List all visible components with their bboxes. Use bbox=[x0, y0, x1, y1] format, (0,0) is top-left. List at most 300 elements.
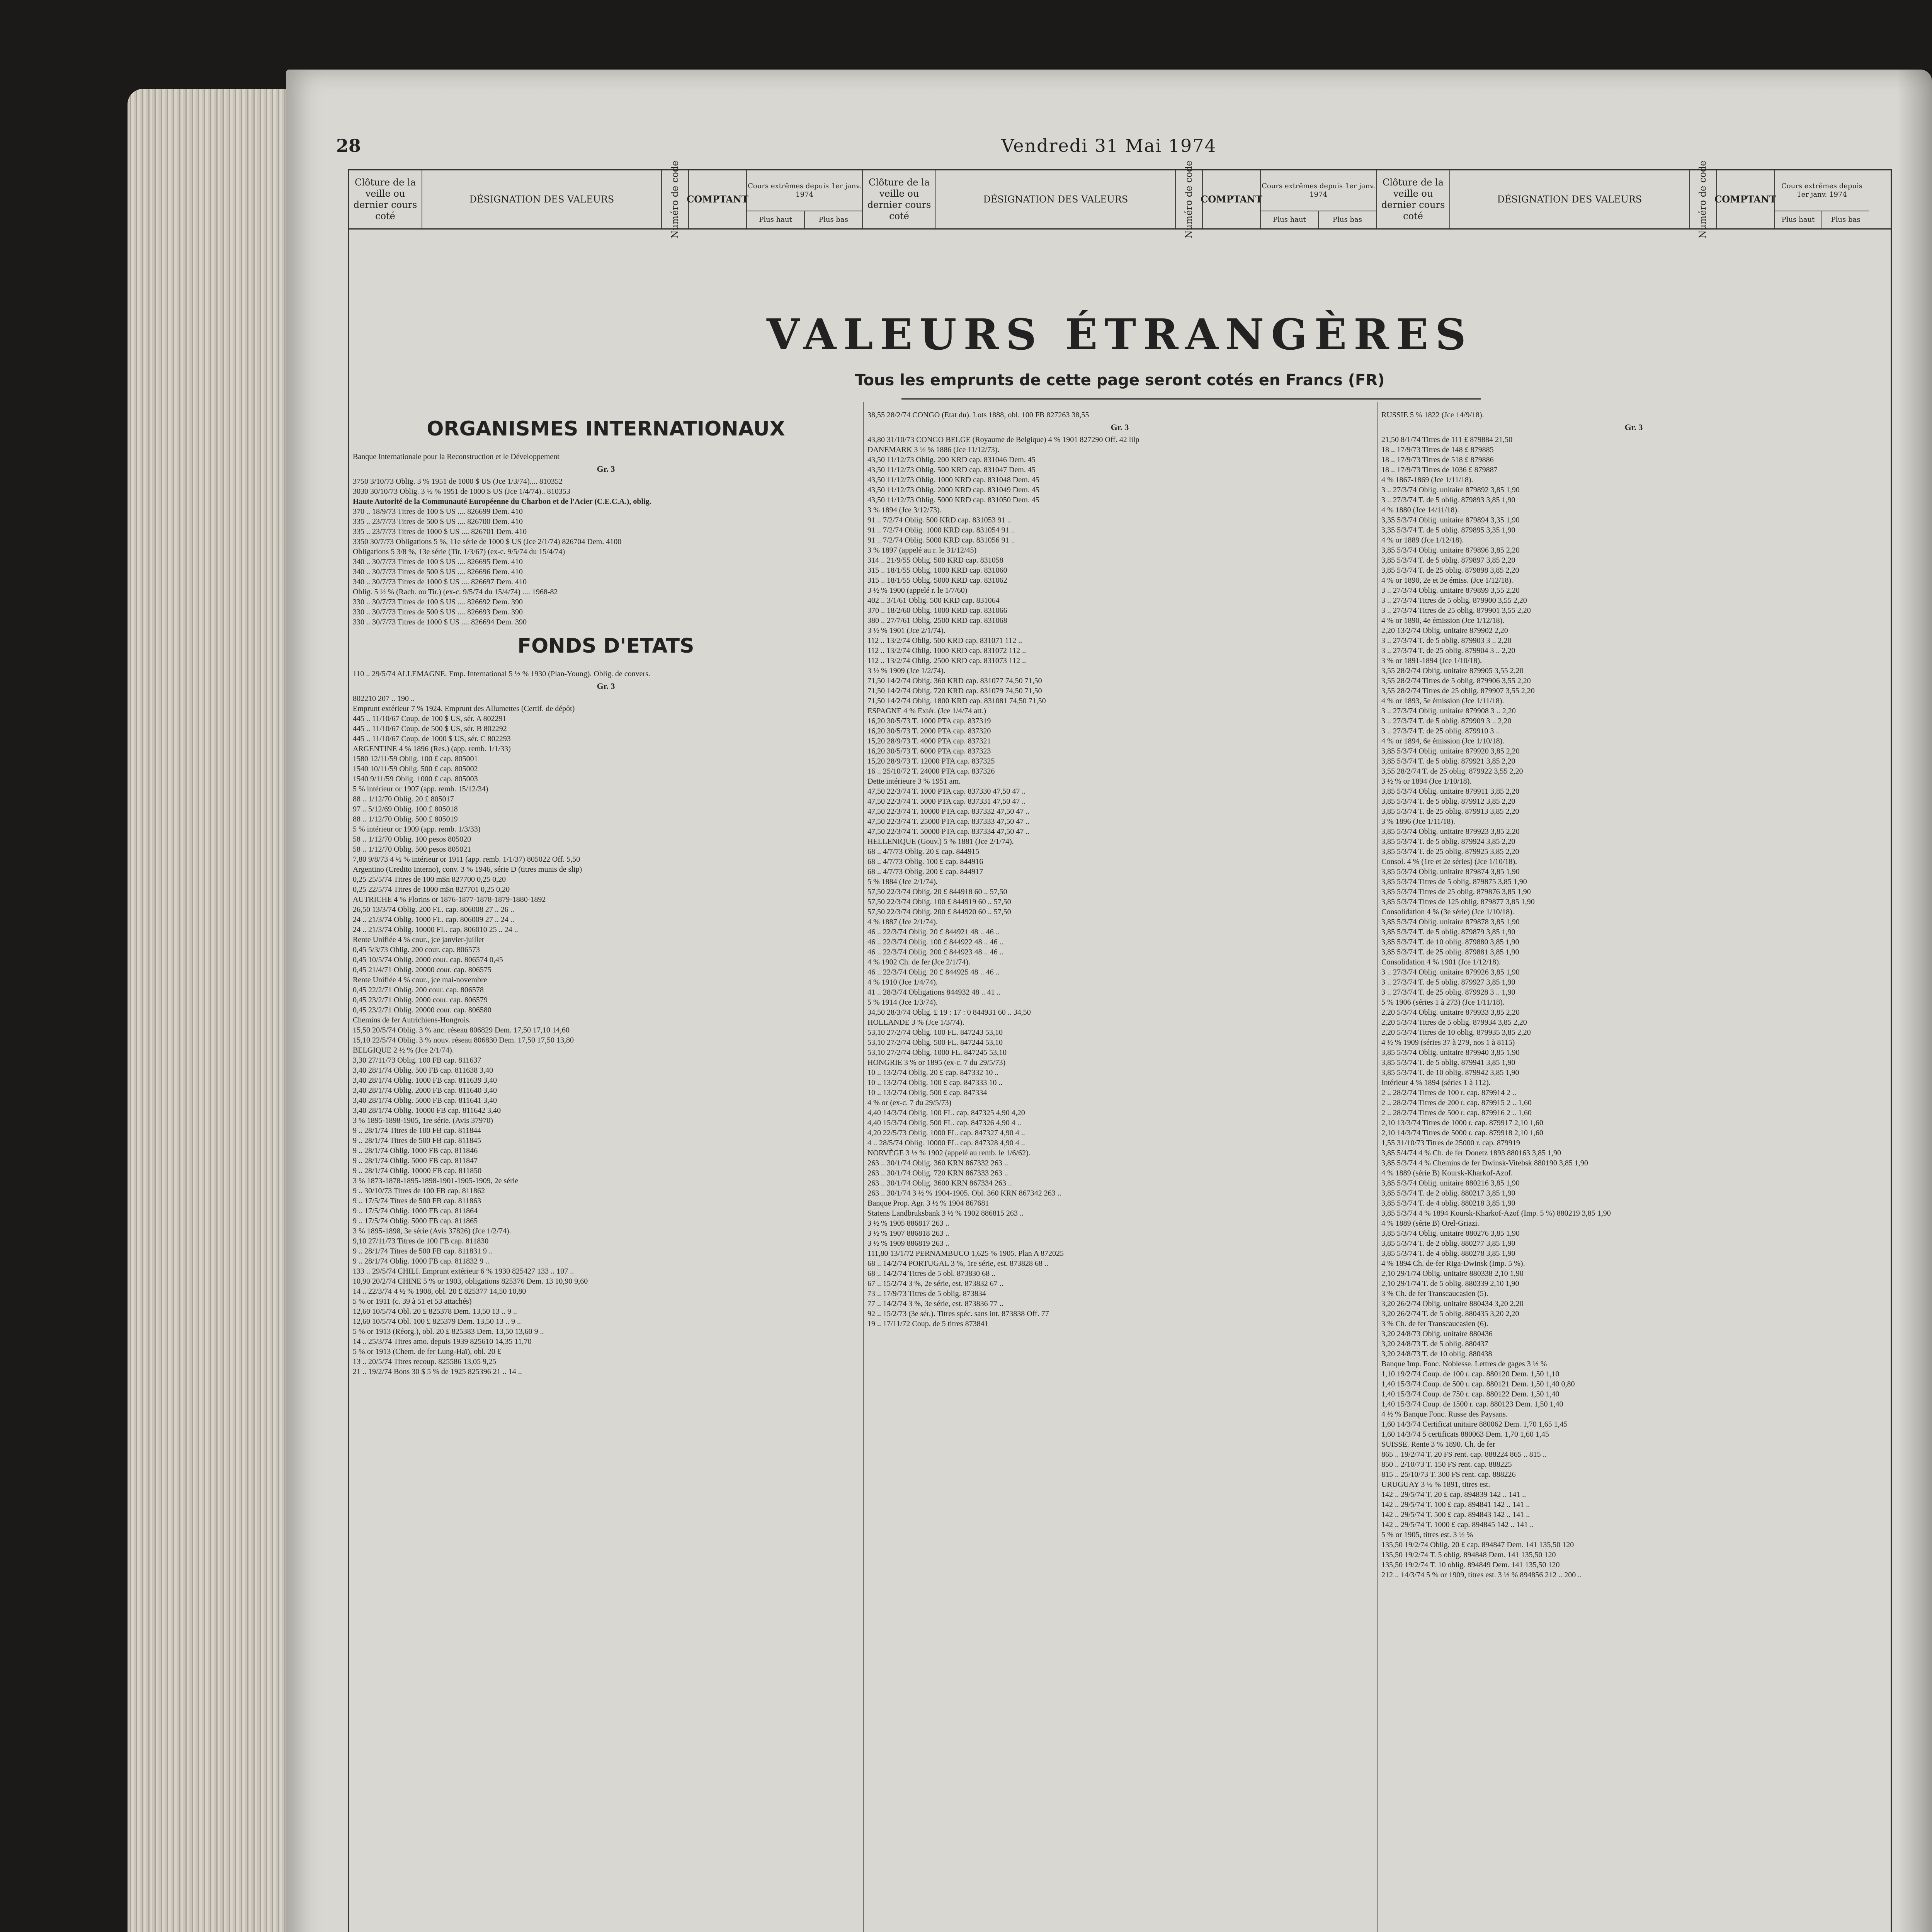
quote-row: 3 ½ % 1900 (appelé r. le 1/7/60) bbox=[867, 586, 968, 595]
quote-row: 3 ½ % or 1894 (Jce 1/10/18). bbox=[1381, 777, 1472, 786]
quote-row: Consolidation 4 % (3e série) (Jce 1/10/18). bbox=[1381, 908, 1514, 916]
header-cloture: Clôture de la veille ou dernier cours coté bbox=[349, 170, 422, 228]
quote-row: 47,50 22/3/74 T. 25000 PTA cap. 837333 47,50 47 .. bbox=[867, 817, 1030, 826]
quote-row: 58 .. 1/12/70 Oblig. 100 pesos 805020 bbox=[353, 835, 471, 844]
quote-row: 47,50 22/3/74 T. 50000 PTA cap. 837334 47,50 47 .. bbox=[867, 827, 1030, 836]
quote-row: Chemins de fer Autrichiens-Hongrois. bbox=[353, 1016, 471, 1024]
quote-row: 3 .. 27/3/74 T. de 5 oblig. 879927 3,85 1,90 bbox=[1381, 978, 1515, 986]
quote-row: 3,35 5/3/74 T. de 5 oblig. 879895 3,35 1,90 bbox=[1381, 526, 1515, 534]
header-plus-bas: Plus bas bbox=[804, 211, 862, 228]
quote-row: 3,85 5/3/74 Oblig. unitaire 879940 3,85 1,90 bbox=[1381, 1048, 1520, 1057]
quote-row: 15,20 28/9/73 T. 4000 PTA cap. 837321 bbox=[867, 737, 991, 745]
quote-row: 4,20 22/5/73 Oblig. 1000 FL. cap. 847327 4,90 4 .. bbox=[867, 1129, 1025, 1137]
quote-row: 3,85 5/3/74 T. de 2 oblig. 880277 3,85 1,90 bbox=[1381, 1239, 1515, 1248]
quote-row: 3 % 1897 (appelé au r. le 31/12/45) bbox=[867, 546, 977, 554]
quote-row: 3 % 1894 (Jce 3/12/73). bbox=[867, 506, 942, 514]
quote-row: 335 .. 23/7/73 Titres de 1000 $ US .... 826701 Dem. 410 bbox=[353, 527, 527, 536]
quote-row: 68 .. 14/2/74 Titres de 5 obl. 873830 68 .. bbox=[867, 1269, 996, 1278]
newspaper-page bbox=[286, 70, 1932, 1932]
quote-row: 330 .. 30/7/73 Titres de 1000 $ US .... 826694 Dem. 390 bbox=[353, 618, 527, 626]
quote-row: 263 .. 30/1/74 Oblig. 3600 KRN 867334 263 .. bbox=[867, 1179, 1012, 1187]
quote-row: 3,85 5/3/74 T. de 4 oblig. 880218 3,85 1,90 bbox=[1381, 1199, 1515, 1208]
quote-row: 9 .. 17/5/74 Titres de 500 FB cap. 811863 bbox=[353, 1197, 481, 1205]
quote-row: 57,50 22/3/74 Oblig. 100 £ 844919 60 .. 57,50 bbox=[867, 898, 1011, 906]
quote-row: 18 .. 17/9/73 Titres de 1036 £ 879887 bbox=[1381, 466, 1498, 474]
quote-row: 3,85 5/3/74 T. de 5 oblig. 879879 3,85 1,90 bbox=[1381, 928, 1515, 936]
quote-row: 340 .. 30/7/73 Titres de 1000 $ US .... 826697 Dem. 410 bbox=[353, 578, 527, 586]
quote-row: 9 .. 28/1/74 Titres de 500 FB cap. 811845 bbox=[353, 1136, 481, 1145]
quote-row: 3,85 5/3/74 Titres de 5 oblig. 879875 3,85 1,90 bbox=[1381, 878, 1527, 886]
quote-row: 68 .. 14/2/74 PORTUGAL 3 %, 1re série, est. 873828 68 .. bbox=[867, 1259, 1049, 1268]
quote-row: 3 ½ % 1909 (Jce 1/2/74). bbox=[867, 667, 946, 675]
quote-row: 135,50 19/2/74 T. 10 oblig. 894849 Dem. 141 135,50 120 bbox=[1381, 1561, 1560, 1569]
column-divider bbox=[863, 402, 864, 1932]
quote-row: 43,50 11/12/73 Oblig. 500 KRD cap. 831047 Dem. 45 bbox=[867, 466, 1036, 474]
quote-row: 12,60 10/5/74 Obl. 20 £ 825378 Dem. 13,50 13 .. 9 .. bbox=[353, 1307, 517, 1316]
quote-row: 3,40 28/1/74 Oblig. 5000 FB cap. 811641 3,40 bbox=[353, 1096, 497, 1105]
quote-row: 110 .. 29/5/74 ALLEMAGNE. Emp. International 5 ½ % 1930 (Plan-Young). Oblig. de convers. bbox=[353, 670, 650, 678]
quote-row: 0,45 21/4/71 Oblig. 20000 cour. cap. 806575 bbox=[353, 966, 492, 974]
quote-row: Emprunt extérieur 7 % 1924. Emprunt des Allumettes (Certif. de dépôt) bbox=[353, 704, 575, 713]
quote-row: 58 .. 1/12/70 Oblig. 500 pesos 805021 bbox=[353, 845, 471, 854]
quote-row: 4 ½ % 1909 (séries 37 à 279, nos 1 à 8115) bbox=[1381, 1038, 1515, 1047]
quote-row: 802210 207 .. 190 .. bbox=[353, 694, 415, 703]
quote-row: Dette intérieure 3 % 1951 am. bbox=[867, 777, 961, 786]
quote-row: 15,10 22/5/74 Oblig. 3 % nouv. réseau 806830 Dem. 17,50 17,50 13,80 bbox=[353, 1036, 574, 1044]
quote-row: 3,85 5/3/74 T. de 5 oblig. 879921 3,85 2,20 bbox=[1381, 757, 1515, 765]
quote-row: 3 .. 27/3/74 T. de 5 oblig. 879893 3,85 1,90 bbox=[1381, 496, 1515, 504]
quote-row: 4,40 15/3/74 Oblig. 500 FL. cap. 847326 4,90 4 .. bbox=[867, 1119, 1021, 1127]
quote-row: 142 .. 29/5/74 T. 100 £ cap. 894841 142 .. 141 .. bbox=[1381, 1500, 1530, 1509]
quote-row: 5 % or 1913 (Chem. de fer Lung-Haï), obl. 20 £ bbox=[353, 1347, 501, 1356]
quote-row: Statens Landbruksbank 3 ½ % 1902 886815 263 .. bbox=[867, 1209, 1024, 1218]
subtitle-rule bbox=[901, 398, 1481, 400]
header-cours-extremes-label: Cours extrêmes depuis 1er janv. 1974 bbox=[747, 170, 862, 211]
quote-row: 53,10 27/2/74 Oblig. 1000 FL. 847245 53,10 bbox=[867, 1048, 1007, 1057]
quote-row: Oblig. 5 ½ % (Rach. ou Tir.) (ex-c. 9/5/74 du 15/4/74) .... 1968-82 bbox=[353, 588, 558, 596]
quote-row: 1,60 14/3/74 Certificat unitaire 880062 Dem. 1,70 1,65 1,45 bbox=[1381, 1420, 1568, 1429]
page-subtitle: Tous les emprunts de cette page seront cotés en Francs (FR) bbox=[855, 371, 1385, 389]
quote-row: 16,20 30/5/73 T. 1000 PTA cap. 837319 bbox=[867, 717, 991, 725]
group-label: Gr. 3 bbox=[1624, 422, 1643, 432]
quote-row: 3 .. 27/3/74 T. de 25 oblig. 879910 3 .. bbox=[1381, 727, 1500, 735]
quote-row: 3,55 28/2/74 Titres de 25 oblig. 879907 3,55 2,20 bbox=[1381, 687, 1535, 695]
quote-row: 5 % or 1911 (c. 39 à 51 et 53 attachés) bbox=[353, 1297, 472, 1306]
quote-row: 41 .. 28/3/74 Obligations 844932 48 .. 41 .. bbox=[867, 988, 1001, 997]
quote-row: 1,40 15/3/74 Coup. de 1500 r. cap. 880123 Dem. 1,50 1,40 bbox=[1381, 1400, 1563, 1408]
quote-row: 38,55 28/2/74 CONGO (Etat du). Lots 1888, obl. 100 FB 827263 38,55 bbox=[867, 411, 1089, 419]
quote-row: 4 % or (ex-c. 7 du 29/5/73) bbox=[867, 1099, 952, 1107]
quote-row: URUGUAY 3 ½ % 1891, titres est. bbox=[1381, 1480, 1490, 1489]
quote-row: 402 .. 3/1/61 Oblig. 500 KRD cap. 831064 bbox=[867, 596, 1000, 605]
quote-row: 135,50 19/2/74 Oblig. 20 £ cap. 894847 Dem. 141 135,50 120 bbox=[1381, 1541, 1574, 1549]
quote-row: HELLENIQUE (Gouv.) 5 % 1881 (Jce 2/1/74). bbox=[867, 837, 1014, 846]
quote-row: 3 .. 27/3/74 Titres de 5 oblig. 879900 3,55 2,20 bbox=[1381, 596, 1527, 605]
quote-row: 4 % 1880 (Jce 14/11/18). bbox=[1381, 506, 1459, 514]
quote-row: 135,50 19/2/74 T. 5 oblig. 894848 Dem. 141 135,50 120 bbox=[1381, 1551, 1556, 1559]
quote-row: 4 % or 1890, 2e et 3e émiss. (Jce 1/12/18). bbox=[1381, 576, 1514, 585]
quote-row: 3,85 5/3/74 Oblig. unitaire 880276 3,85 1,90 bbox=[1381, 1229, 1520, 1238]
quote-row: 3,30 27/11/73 Oblig. 100 FB cap. 811637 bbox=[353, 1056, 481, 1065]
header-designation: DÉSIGNATION DES VALEURS bbox=[936, 170, 1176, 228]
quote-row: 2,10 29/1/74 T. de 5 oblig. 880339 2,10 1,90 bbox=[1381, 1279, 1519, 1288]
header-comptant: COMPTANT bbox=[689, 170, 747, 228]
quote-row: 14 .. 22/3/74 4 ½ % 1908, obl. 20 £ 825377 14,50 10,80 bbox=[353, 1287, 526, 1296]
header-numero-text: Numéro de code bbox=[1697, 160, 1708, 238]
quote-row: 15,20 28/9/73 T. 12000 PTA cap. 837325 bbox=[867, 757, 995, 765]
quote-row: 46 .. 22/3/74 Oblig. 200 £ 844923 48 .. 46 .. bbox=[867, 948, 1003, 956]
quote-row: 3,55 28/2/74 Oblig. unitaire 879905 3,55 2,20 bbox=[1381, 667, 1524, 675]
quote-row: 0,25 22/5/74 Titres de 1000 m$n 827701 0,25 0,20 bbox=[353, 885, 510, 894]
quote-row: 112 .. 13/2/74 Oblig. 2500 KRD cap. 831073 112 .. bbox=[867, 656, 1026, 665]
header-cours-extremes bbox=[1775, 170, 1869, 228]
quote-row: 2,20 5/3/74 Titres de 5 oblig. 879934 3,85 2,20 bbox=[1381, 1018, 1527, 1027]
header-numero-text: Numéro de code bbox=[669, 160, 680, 238]
group-label: Gr. 3 bbox=[1111, 422, 1129, 432]
quote-row: Banque Prop. Agr. 3 ½ % 1904 867681 bbox=[867, 1199, 989, 1208]
section-heading: ORGANISMES INTERNATIONAUX bbox=[427, 417, 785, 440]
quote-row: 3,85 5/3/74 Oblig. unitaire 879911 3,85 2,20 bbox=[1381, 787, 1520, 796]
quote-row: 3,85 5/3/74 T. de 25 oblig. 879913 3,85 2,20 bbox=[1381, 807, 1519, 816]
quote-row: 43,50 11/12/73 Oblig. 2000 KRD cap. 831049 Dem. 45 bbox=[867, 486, 1039, 494]
quote-row: 340 .. 30/7/73 Titres de 100 $ US .... 826695 Dem. 410 bbox=[353, 558, 523, 566]
quote-row: 4 % 1887 (Jce 2/1/74). bbox=[867, 918, 938, 926]
quote-row: 3,55 28/2/74 Titres de 5 oblig. 879906 3,55 2,20 bbox=[1381, 677, 1531, 685]
quote-row: Argentino (Credito Interno), conv. 3 % 1946, série D (titres munis de slip) bbox=[353, 865, 582, 874]
quote-row: 9 .. 17/5/74 Oblig. 5000 FB cap. 811865 bbox=[353, 1217, 478, 1225]
quote-row: 9 .. 28/1/74 Oblig. 10000 FB cap. 811850 bbox=[353, 1167, 482, 1175]
quote-row: 335 .. 23/7/73 Titres de 500 $ US .... 826700 Dem. 410 bbox=[353, 517, 523, 526]
header-cloture: Clôture de la veille ou dernier cours coté bbox=[863, 170, 936, 228]
quote-row: 3 ½ % 1901 (Jce 2/1/74). bbox=[867, 626, 946, 635]
quote-row: 5 % or 1913 (Réorg.), obl. 20 £ 825383 Dem. 13,50 13,60 9 .. bbox=[353, 1327, 544, 1336]
quote-row: 263 .. 30/1/74 3 ½ % 1904-1905. Obl. 360 KRN 867342 263 .. bbox=[867, 1189, 1061, 1197]
quote-row: 4 % 1894 Ch. de-fer Riga-Dwinsk (Imp. 5 %). bbox=[1381, 1259, 1525, 1268]
page-title: VALEURS ÉTRANGÈRES bbox=[767, 310, 1473, 359]
quote-row: Intérieur 4 % 1894 (séries 1 à 112). bbox=[1381, 1078, 1491, 1087]
quote-row: Consol. 4 % (1re et 2e séries) (Jce 1/10/18). bbox=[1381, 857, 1517, 866]
quote-row: 1,55 31/10/73 Titres de 25000 r. cap. 879919 bbox=[1381, 1139, 1520, 1147]
quote-row: 3,20 26/2/74 T. de 5 oblig. 880435 3,20 2,20 bbox=[1381, 1310, 1519, 1318]
quote-row: 4 % or 1894, 6e émission (Jce 1/10/18). bbox=[1381, 737, 1505, 745]
quote-row: 5 % intérieur or 1909 (app. remb. 1/3/33) bbox=[353, 825, 481, 833]
quote-row: 0,45 23/2/71 Oblig. 20000 cour. cap. 806580 bbox=[353, 1006, 492, 1014]
quote-row: 57,50 22/3/74 Oblig. 200 £ 844920 60 .. 57,50 bbox=[867, 908, 1011, 916]
quote-row: 67 .. 15/2/74 3 %, 2e série, est. 873832 67 .. bbox=[867, 1279, 1003, 1288]
quote-row: DANEMARK 3 ½ % 1886 (Jce 11/12/73). bbox=[867, 446, 1000, 454]
quote-row: Banque Internationale pour la Reconstruction et le Développement bbox=[353, 452, 560, 461]
quote-row: 1,40 15/3/74 Coup. de 750 r. cap. 880122 Dem. 1,50 1,40 bbox=[1381, 1390, 1560, 1398]
quote-row: 4 % or 1893, 5e émission (Jce 1/11/18). bbox=[1381, 697, 1504, 705]
quote-row: 71,50 14/2/74 Oblig. 1800 KRD cap. 831081 74,50 71,50 bbox=[867, 697, 1046, 705]
header-numero bbox=[1176, 160, 1203, 238]
quote-row: 3,85 5/3/74 4 % 1894 Koursk-Kharkof-Azof (Imp. 5 %) 880219 3,85 1,90 bbox=[1381, 1209, 1611, 1218]
quote-row: 2 .. 28/2/74 Titres de 200 r. cap. 879915 2 .. 1,60 bbox=[1381, 1099, 1532, 1107]
quote-row: 0,45 23/2/71 Oblig. 2000 cour. cap. 806579 bbox=[353, 996, 488, 1004]
header-comptant: COMPTANT bbox=[1203, 170, 1261, 228]
quote-row: 47,50 22/3/74 T. 10000 PTA cap. 837332 47,50 47 .. bbox=[867, 807, 1030, 816]
page-shade bbox=[1897, 70, 1932, 1932]
quote-row: 7,80 9/8/73 4 ½ % intérieur or 1911 (app. remb. 1/1/37) 805022 Off. 5,50 bbox=[353, 855, 580, 864]
quote-row: 380 .. 27/7/61 Oblig. 2500 KRD cap. 831068 bbox=[867, 616, 1007, 625]
quote-row: 43,50 11/12/73 Oblig. 5000 KRD cap. 831050 Dem. 45 bbox=[867, 496, 1039, 504]
quote-row: 5 % intérieur or 1907 (app. remb. 15/12/34) bbox=[353, 785, 488, 793]
quote-row: 2 .. 28/2/74 Titres de 100 r. cap. 879914 2 .. bbox=[1381, 1088, 1516, 1097]
quote-row: 3 % 1896 (Jce 1/11/18). bbox=[1381, 817, 1455, 826]
quote-row: 3 .. 27/3/74 Oblig. unitaire 879899 3,55 2,20 bbox=[1381, 586, 1520, 595]
quote-row: 3,85 5/3/74 Titres de 25 oblig. 879876 3,85 1,90 bbox=[1381, 888, 1531, 896]
quote-row: 112 .. 13/2/74 Oblig. 1000 KRD cap. 831072 112 .. bbox=[867, 646, 1026, 655]
quote-row: 3 .. 27/3/74 Oblig. unitaire 879926 3,85 1,90 bbox=[1381, 968, 1520, 976]
quote-row: 315 .. 18/1/55 Oblig. 5000 KRD cap. 831062 bbox=[867, 576, 1007, 585]
quote-row: 3,85 5/3/74 T. de 2 oblig. 880217 3,85 1,90 bbox=[1381, 1189, 1515, 1197]
quote-row: 3 .. 27/3/74 T. de 5 oblig. 879903 3 .. 2,20 bbox=[1381, 636, 1512, 645]
quote-row: 340 .. 30/7/73 Titres de 500 $ US .... 826696 Dem. 410 bbox=[353, 568, 523, 576]
quote-row: 3030 30/10/73 Oblig. 3 ½ % 1951 de 1000 $ US (Jce 1/4/74).. 810353 bbox=[353, 487, 570, 496]
quote-row: 10 .. 13/2/74 Oblig. 500 £ cap. 847334 bbox=[867, 1088, 987, 1097]
quote-row: 13 .. 20/5/74 Titres recoup. 825586 13,05 9,25 bbox=[353, 1357, 497, 1366]
quote-row: 91 .. 7/2/74 Oblig. 1000 KRD cap. 831054 91 .. bbox=[867, 526, 1015, 534]
quote-row: 133 .. 29/5/74 CHILI. Emprunt extérieur 6 % 1930 825427 133 .. 107 .. bbox=[353, 1267, 574, 1276]
quote-row: 3,85 5/3/74 Oblig. unitaire 879878 3,85 1,90 bbox=[1381, 918, 1520, 926]
quote-row: 3 % or 1891-1894 (Jce 1/10/18). bbox=[1381, 656, 1482, 665]
quote-row: 3,85 5/3/74 Oblig. unitaire 879923 3,85 2,20 bbox=[1381, 827, 1520, 836]
quote-row: Rente Unifiée 4 % cour., jce mai-novembre bbox=[353, 976, 487, 984]
quote-row: 92 .. 15/2/73 (3e sér.). Titres spéc. sans int. 873838 Off. 77 bbox=[867, 1310, 1049, 1318]
quote-row: 4 % 1889 (série B) Koursk-Kharkof-Azof. bbox=[1381, 1169, 1513, 1177]
quote-row: 815 .. 25/10/73 T. 300 FS rent. cap. 888226 bbox=[1381, 1470, 1516, 1479]
quote-row: 21 .. 19/2/74 Bons 30 $ 5 % de 1925 825396 21 .. 14 .. bbox=[353, 1367, 522, 1376]
quote-row: 3 % 1873-1878-1895-1898-1901-1905-1909, 2e série bbox=[353, 1177, 519, 1185]
quote-row: Consolidation 4 % 1901 (Jce 1/12/18). bbox=[1381, 958, 1501, 966]
quote-row: 445 .. 11/10/67 Coup. de 100 $ US, sér. A 802291 bbox=[353, 714, 507, 723]
quote-row: 314 .. 21/9/55 Oblig. 500 KRD cap. 831058 bbox=[867, 556, 1003, 565]
quote-row: 5 % 1906 (séries 1 à 273) (Jce 1/11/18). bbox=[1381, 998, 1505, 1007]
quote-row: 9 .. 28/1/74 Oblig. 5000 FB cap. 811847 bbox=[353, 1156, 478, 1165]
quote-row: 3 .. 27/3/74 T. de 25 oblig. 879904 3 .. 2,20 bbox=[1381, 646, 1515, 655]
quote-row: 91 .. 7/2/74 Oblig. 500 KRD cap. 831053 91 .. bbox=[867, 516, 1011, 524]
quote-row: 3,35 5/3/74 Oblig. unitaire 879894 3,35 1,90 bbox=[1381, 516, 1520, 524]
header-numero-text: Numéro de code bbox=[1183, 160, 1194, 238]
quote-row: 2,20 13/2/74 Oblig. unitaire 879902 2,20 bbox=[1381, 626, 1508, 635]
quotation-table bbox=[348, 160, 1892, 1932]
quote-row: 73 .. 17/9/73 Titres de 5 oblig. 873834 bbox=[867, 1289, 986, 1298]
quote-row: AUTRICHE 4 % Florins or 1876-1877-1878-1879-1880-1892 bbox=[353, 895, 546, 904]
quote-row: 57,50 22/3/74 Oblig. 20 £ 844918 60 .. 57,50 bbox=[867, 888, 1007, 896]
quote-row: 315 .. 18/1/55 Oblig. 1000 KRD cap. 831060 bbox=[867, 566, 1007, 575]
quote-row: 71,50 14/2/74 Oblig. 360 KRD cap. 831077 74,50 71,50 bbox=[867, 677, 1042, 685]
quote-row: 4 % or 1889 (Jce 1/12/18). bbox=[1381, 536, 1464, 544]
header-cours-extremes-label: Cours extrêmes depuis 1er janv. 1974 bbox=[1775, 170, 1869, 211]
quote-row: HOLLANDE 3 % (Jce 1/3/74). bbox=[867, 1018, 964, 1027]
quote-row: 3,85 5/3/74 Oblig. unitaire 879874 3,85 1,90 bbox=[1381, 867, 1520, 876]
quote-row: 4 ½ % Banque Fonc. Russe des Paysans. bbox=[1381, 1410, 1508, 1418]
quote-row: 5 % 1914 (Jce 1/3/74). bbox=[867, 998, 938, 1007]
quote-row: 46 .. 22/3/74 Oblig. 20 £ 844925 48 .. 46 .. bbox=[867, 968, 1000, 976]
quote-row: 3,85 5/4/74 4 % Ch. de fer Donetz 1893 880163 3,85 1,90 bbox=[1381, 1149, 1561, 1157]
quote-row: 3,85 5/3/74 Oblig. unitaire 879896 3,85 2,20 bbox=[1381, 546, 1520, 554]
column-right bbox=[1381, 410, 1886, 1580]
quote-row: 330 .. 30/7/73 Titres de 100 $ US .... 826692 Dem. 390 bbox=[353, 598, 523, 606]
quote-row: 3,40 28/1/74 Oblig. 10000 FB cap. 811642 3,40 bbox=[353, 1106, 501, 1115]
quote-row: 14 .. 25/3/74 Titres amo. depuis 1939 825610 14,35 11,70 bbox=[353, 1337, 532, 1346]
quote-row: 3,85 5/3/74 Oblig. unitaire 879920 3,85 2,20 bbox=[1381, 747, 1520, 755]
quote-row: 3 % 1895-1898, 3e série (Avis 37826) (Jce 1/2/74). bbox=[353, 1227, 511, 1235]
column-left bbox=[353, 410, 859, 1377]
quote-row: RUSSIE 5 % 1822 (Jce 14/9/18). bbox=[1381, 411, 1484, 419]
quote-row: 112 .. 13/2/74 Oblig. 500 KRD cap. 831071 112 .. bbox=[867, 636, 1022, 645]
column-header-row bbox=[349, 160, 1891, 238]
quote-row: BELGIQUE 2 ½ % (Jce 2/1/74). bbox=[353, 1046, 454, 1054]
page-number: 28 bbox=[336, 135, 361, 156]
quote-row: NORVÈGE 3 ½ % 1902 (appelé au remb. le 1/6/62). bbox=[867, 1149, 1031, 1157]
header-numero bbox=[1690, 160, 1717, 238]
quote-row: 3,40 28/1/74 Oblig. 1000 FB cap. 811639 3,40 bbox=[353, 1076, 497, 1085]
quote-row: HONGRIE 3 % or 1895 (ex-c. 7 du 29/5/73) bbox=[867, 1058, 1006, 1067]
quote-row: 53,10 27/2/74 Oblig. 500 FL. 847244 53,10 bbox=[867, 1038, 1003, 1047]
header-numero bbox=[662, 160, 689, 238]
quote-row: 3,40 28/1/74 Oblig. 500 FB cap. 811638 3,40 bbox=[353, 1066, 493, 1075]
quote-row: 1580 12/11/59 Oblig. 100 £ cap. 805001 bbox=[353, 755, 478, 763]
quote-row: 3 .. 27/3/74 Oblig. unitaire 879892 3,85 1,90 bbox=[1381, 486, 1520, 494]
quote-row: 3,85 5/3/74 Oblig. unitaire 880216 3,85 1,90 bbox=[1381, 1179, 1520, 1187]
quote-row: 53,10 27/2/74 Oblig. 100 FL. 847243 53,10 bbox=[867, 1028, 1003, 1037]
quote-row: 3,20 26/2/74 Oblig. unitaire 880434 3,20 2,20 bbox=[1381, 1299, 1524, 1308]
quote-row: 88 .. 1/12/70 Oblig. 500 £ 805019 bbox=[353, 815, 458, 823]
quote-row: 1540 10/11/59 Oblig. 500 £ cap. 805002 bbox=[353, 765, 478, 773]
quote-row: 263 .. 30/1/74 Oblig. 720 KRN 867333 263 .. bbox=[867, 1169, 1008, 1177]
quote-row: 3,85 5/3/74 T. de 5 oblig. 879897 3,85 2,20 bbox=[1381, 556, 1515, 565]
quote-row: 3,85 5/3/74 T. de 25 oblig. 879925 3,85 2,20 bbox=[1381, 847, 1519, 856]
quote-row: 3,85 5/3/74 T. de 4 oblig. 880278 3,85 1,90 bbox=[1381, 1249, 1515, 1258]
quote-row: 10 .. 13/2/74 Oblig. 20 £ cap. 847332 10 .. bbox=[867, 1068, 999, 1077]
quote-row: 3350 30/7/73 Obligations 5 %, 11e série de 1000 $ US (Jce 2/1/74) 826704 Dem. 4100 bbox=[353, 537, 622, 546]
quote-row: 3 % Ch. de fer Transcaucasien (6). bbox=[1381, 1320, 1488, 1328]
quote-row: 445 .. 11/10/67 Coup. de 500 $ US, sér. B 802292 bbox=[353, 724, 507, 733]
quote-row: 3,85 5/3/74 T. de 5 oblig. 879941 3,85 1,90 bbox=[1381, 1058, 1515, 1067]
quote-row: 68 .. 4/7/73 Oblig. 20 £ cap. 844915 bbox=[867, 847, 980, 856]
header-group-2 bbox=[863, 160, 1377, 238]
quote-row: 5 % 1884 (Jce 2/1/74). bbox=[867, 878, 938, 886]
quote-row: 0,45 10/5/74 Oblig. 2000 cour. cap. 806574 0,45 bbox=[353, 956, 503, 964]
quote-row: 3,55 28/2/74 T. de 25 oblig. 879922 3,55 2,20 bbox=[1381, 767, 1523, 776]
quote-row: 68 .. 4/7/73 Oblig. 100 £ cap. 844916 bbox=[867, 857, 983, 866]
quote-row: 68 .. 4/7/73 Oblig. 200 £ cap. 844917 bbox=[867, 867, 983, 876]
quote-row: 3,85 5/3/74 T. de 10 oblig. 879942 3,85 1,90 bbox=[1381, 1068, 1519, 1077]
quote-row: 15,50 20/5/74 Oblig. 3 % anc. réseau 806829 Dem. 17,50 17,10 14,60 bbox=[353, 1026, 570, 1034]
header-plus-bas: Plus bas bbox=[1318, 211, 1376, 228]
quote-row: 3,20 24/8/73 Oblig. unitaire 880436 bbox=[1381, 1330, 1493, 1338]
quote-row: 2,10 29/1/74 Oblig. unitaire 880338 2,10 1,90 bbox=[1381, 1269, 1524, 1278]
quote-row: 21,50 8/1/74 Titres de 111 £ 879884 21,50 bbox=[1381, 435, 1513, 444]
quote-row: 9 .. 28/1/74 Oblig. 1000 FB cap. 811832 9 .. bbox=[353, 1257, 490, 1265]
quote-row: 26,50 13/3/74 Oblig. 200 FL. cap. 806008 27 .. 26 .. bbox=[353, 905, 514, 914]
quote-row: 3,85 5/3/74 T. de 25 oblig. 879881 3,85 1,90 bbox=[1381, 948, 1519, 956]
group-label: Gr. 3 bbox=[597, 681, 615, 691]
quote-row: 3,20 24/8/73 T. de 5 oblig. 880437 bbox=[1381, 1340, 1488, 1348]
quote-row: 18 .. 17/9/73 Titres de 518 £ 879886 bbox=[1381, 456, 1494, 464]
quote-row: 445 .. 11/10/67 Coup. de 1000 $ US, sér. C 802293 bbox=[353, 735, 511, 743]
header-group-3 bbox=[1377, 160, 1869, 238]
quote-row: 18 .. 17/9/73 Titres de 148 £ 879885 bbox=[1381, 446, 1494, 454]
quote-row: 865 .. 19/2/74 T. 20 FS rent. cap. 888224 865 .. 815 .. bbox=[1381, 1450, 1547, 1459]
quote-row: 1,40 15/3/74 Coup. de 500 r. cap. 880121 Dem. 1,50 1,40 0,80 bbox=[1381, 1380, 1575, 1388]
running-head bbox=[286, 135, 1932, 162]
quote-row: SUISSE. Rente 3 % 1890. Ch. de fer bbox=[1381, 1440, 1495, 1449]
quote-row: 4 % 1889 (série B) Orel-Griazi. bbox=[1381, 1219, 1480, 1228]
quote-row: 142 .. 29/5/74 T. 500 £ cap. 894843 142 .. 141 .. bbox=[1381, 1510, 1530, 1519]
quote-row: 1,10 19/2/74 Coup. de 100 r. cap. 880120 Dem. 1,50 1,10 bbox=[1381, 1370, 1560, 1378]
quote-row: 4 % or 1890, 4e émission (Jce 1/12/18). bbox=[1381, 616, 1505, 625]
quote-row: 2,10 14/3/74 Titres de 5000 r. cap. 879918 2,10 1,60 bbox=[1381, 1129, 1543, 1137]
quote-row: 1540 9/11/59 Oblig. 1000 £ cap. 805003 bbox=[353, 775, 478, 783]
header-comptant: COMPTANT bbox=[1717, 170, 1775, 228]
column-divider bbox=[1377, 402, 1378, 1932]
header-plus-haut: Plus haut bbox=[759, 216, 792, 224]
quote-row: 16 .. 25/10/72 T. 24000 PTA cap. 837326 bbox=[867, 767, 995, 776]
quote-row: 3,85 5/3/74 T. de 25 oblig. 879898 3,85 2,20 bbox=[1381, 566, 1519, 575]
quote-row: 43,50 11/12/73 Oblig. 200 KRD cap. 831046 Dem. 45 bbox=[867, 456, 1036, 464]
quote-row: 3,20 24/8/73 T. de 10 oblig. 880438 bbox=[1381, 1350, 1492, 1358]
quote-row: ARGENTINE 4 % 1896 (Res.) (app. remb. 1/1/33) bbox=[353, 745, 511, 753]
quote-row: 330 .. 30/7/73 Titres de 500 $ US .... 826693 Dem. 390 bbox=[353, 608, 523, 616]
quote-row: 5 % or 1905, titres est. 3 ½ % bbox=[1381, 1531, 1473, 1539]
quote-row: 3,85 5/3/74 T. de 10 oblig. 879880 3,85 1,90 bbox=[1381, 938, 1519, 946]
quote-row: 4 % 1902 Ch. de fer (Jce 2/1/74). bbox=[867, 958, 971, 966]
quote-row: 111,80 13/1/72 PERNAMBUCO 1,625 % 1905. Plan A 872025 bbox=[867, 1249, 1064, 1258]
quote-row: 3 .. 27/3/74 T. de 25 oblig. 879928 3 .. 1,90 bbox=[1381, 988, 1515, 997]
quote-row: 88 .. 1/12/70 Oblig. 20 £ 805017 bbox=[353, 795, 454, 803]
header-designation: DÉSIGNATION DES VALEURS bbox=[1450, 170, 1690, 228]
quote-row: 850 .. 2/10/73 T. 150 FS rent. cap. 888225 bbox=[1381, 1460, 1512, 1469]
quote-row: 19 .. 17/11/72 Coup. de 5 titres 873841 bbox=[867, 1320, 988, 1328]
quote-row: 71,50 14/2/74 Oblig. 720 KRD cap. 831079 74,50 71,50 bbox=[867, 687, 1042, 695]
quote-row: Obligations 5 3/8 %, 13e série (Tir. 1/3/67) (ex-c. 9/5/74 du 15/4/74) bbox=[353, 548, 565, 556]
quote-row: 9,10 27/11/73 Titres de 100 FB cap. 811830 bbox=[353, 1237, 489, 1245]
header-cours-extremes bbox=[747, 170, 863, 228]
quote-row: 16,20 30/5/73 T. 2000 PTA cap. 837320 bbox=[867, 727, 991, 735]
quote-row: 46 .. 22/3/74 Oblig. 100 £ 844922 48 .. 46 .. bbox=[867, 938, 1003, 946]
quote-row: 3 .. 27/3/74 Oblig. unitaire 879908 3 .. 2,20 bbox=[1381, 707, 1516, 715]
quote-row: 46 .. 22/3/74 Oblig. 20 £ 844921 48 .. 46 .. bbox=[867, 928, 1000, 936]
quote-row: 2,20 5/3/74 Titres de 10 oblig. 879935 3,85 2,20 bbox=[1381, 1028, 1531, 1037]
page-date: Vendredi 31 Mai 1974 bbox=[1001, 135, 1217, 156]
header-group-1 bbox=[349, 160, 863, 238]
quote-row: 3 % 1895-1898-1905, 1re série. (Avis 37970) bbox=[353, 1116, 493, 1125]
quote-row: 3 ½ % 1905 886817 263 .. bbox=[867, 1219, 949, 1228]
quote-row: 263 .. 30/1/74 Oblig. 360 KRN 867332 263 .. bbox=[867, 1159, 1008, 1167]
quote-row: 91 .. 7/2/74 Oblig. 5000 KRD cap. 831056 91 .. bbox=[867, 536, 1015, 544]
quote-row: 9 .. 28/1/74 Oblig. 1000 FB cap. 811846 bbox=[353, 1146, 478, 1155]
quote-row: 3750 3/10/73 Oblig. 3 % 1951 de 1000 $ US (Jce 1/3/74).... 810352 bbox=[353, 477, 563, 486]
issuer-heading: Haute Autorité de la Communauté Européenne du Charbon et de l'Acier (C.E.C.A.), oblig. bbox=[353, 497, 651, 506]
quote-row: 370 .. 18/2/60 Oblig. 1000 KRD cap. 831066 bbox=[867, 606, 1007, 615]
quote-row: 24 .. 21/3/74 Oblig. 1000 FL. cap. 806009 27 .. 24 .. bbox=[353, 915, 514, 924]
quote-row: 4,40 14/3/74 Oblig. 100 FL. cap. 847325 4,90 4,20 bbox=[867, 1109, 1025, 1117]
quote-row: 10 .. 13/2/74 Oblig. 100 £ cap. 847333 10 .. bbox=[867, 1078, 1003, 1087]
book-page-edges bbox=[128, 89, 290, 1932]
section-heading: FONDS D'ETATS bbox=[517, 634, 694, 658]
quote-row: 9 .. 28/1/74 Titres de 100 FB cap. 811844 bbox=[353, 1126, 481, 1135]
header-plus-haut: Plus haut bbox=[1781, 216, 1815, 224]
quote-row: 3,85 5/3/74 4 % Chemins de fer Dwinsk-Vitebsk 880190 3,85 1,90 bbox=[1381, 1159, 1588, 1167]
quote-row: 0,45 22/2/71 Oblig. 200 cour. cap. 806578 bbox=[353, 986, 484, 994]
quote-row: 34,50 28/3/74 Oblig. £ 19 : 17 : 0 844931 60 .. 34,50 bbox=[867, 1008, 1031, 1017]
quote-row: 4 .. 28/5/74 Oblig. 10000 FL. cap. 847328 4,90 4 .. bbox=[867, 1139, 1025, 1147]
quote-row: 3 .. 27/3/74 T. de 5 oblig. 879909 3 .. 2,20 bbox=[1381, 717, 1512, 725]
column-middle bbox=[867, 410, 1372, 1329]
quote-row: 370 .. 18/9/73 Titres de 100 $ US .... 826699 Dem. 410 bbox=[353, 507, 523, 516]
